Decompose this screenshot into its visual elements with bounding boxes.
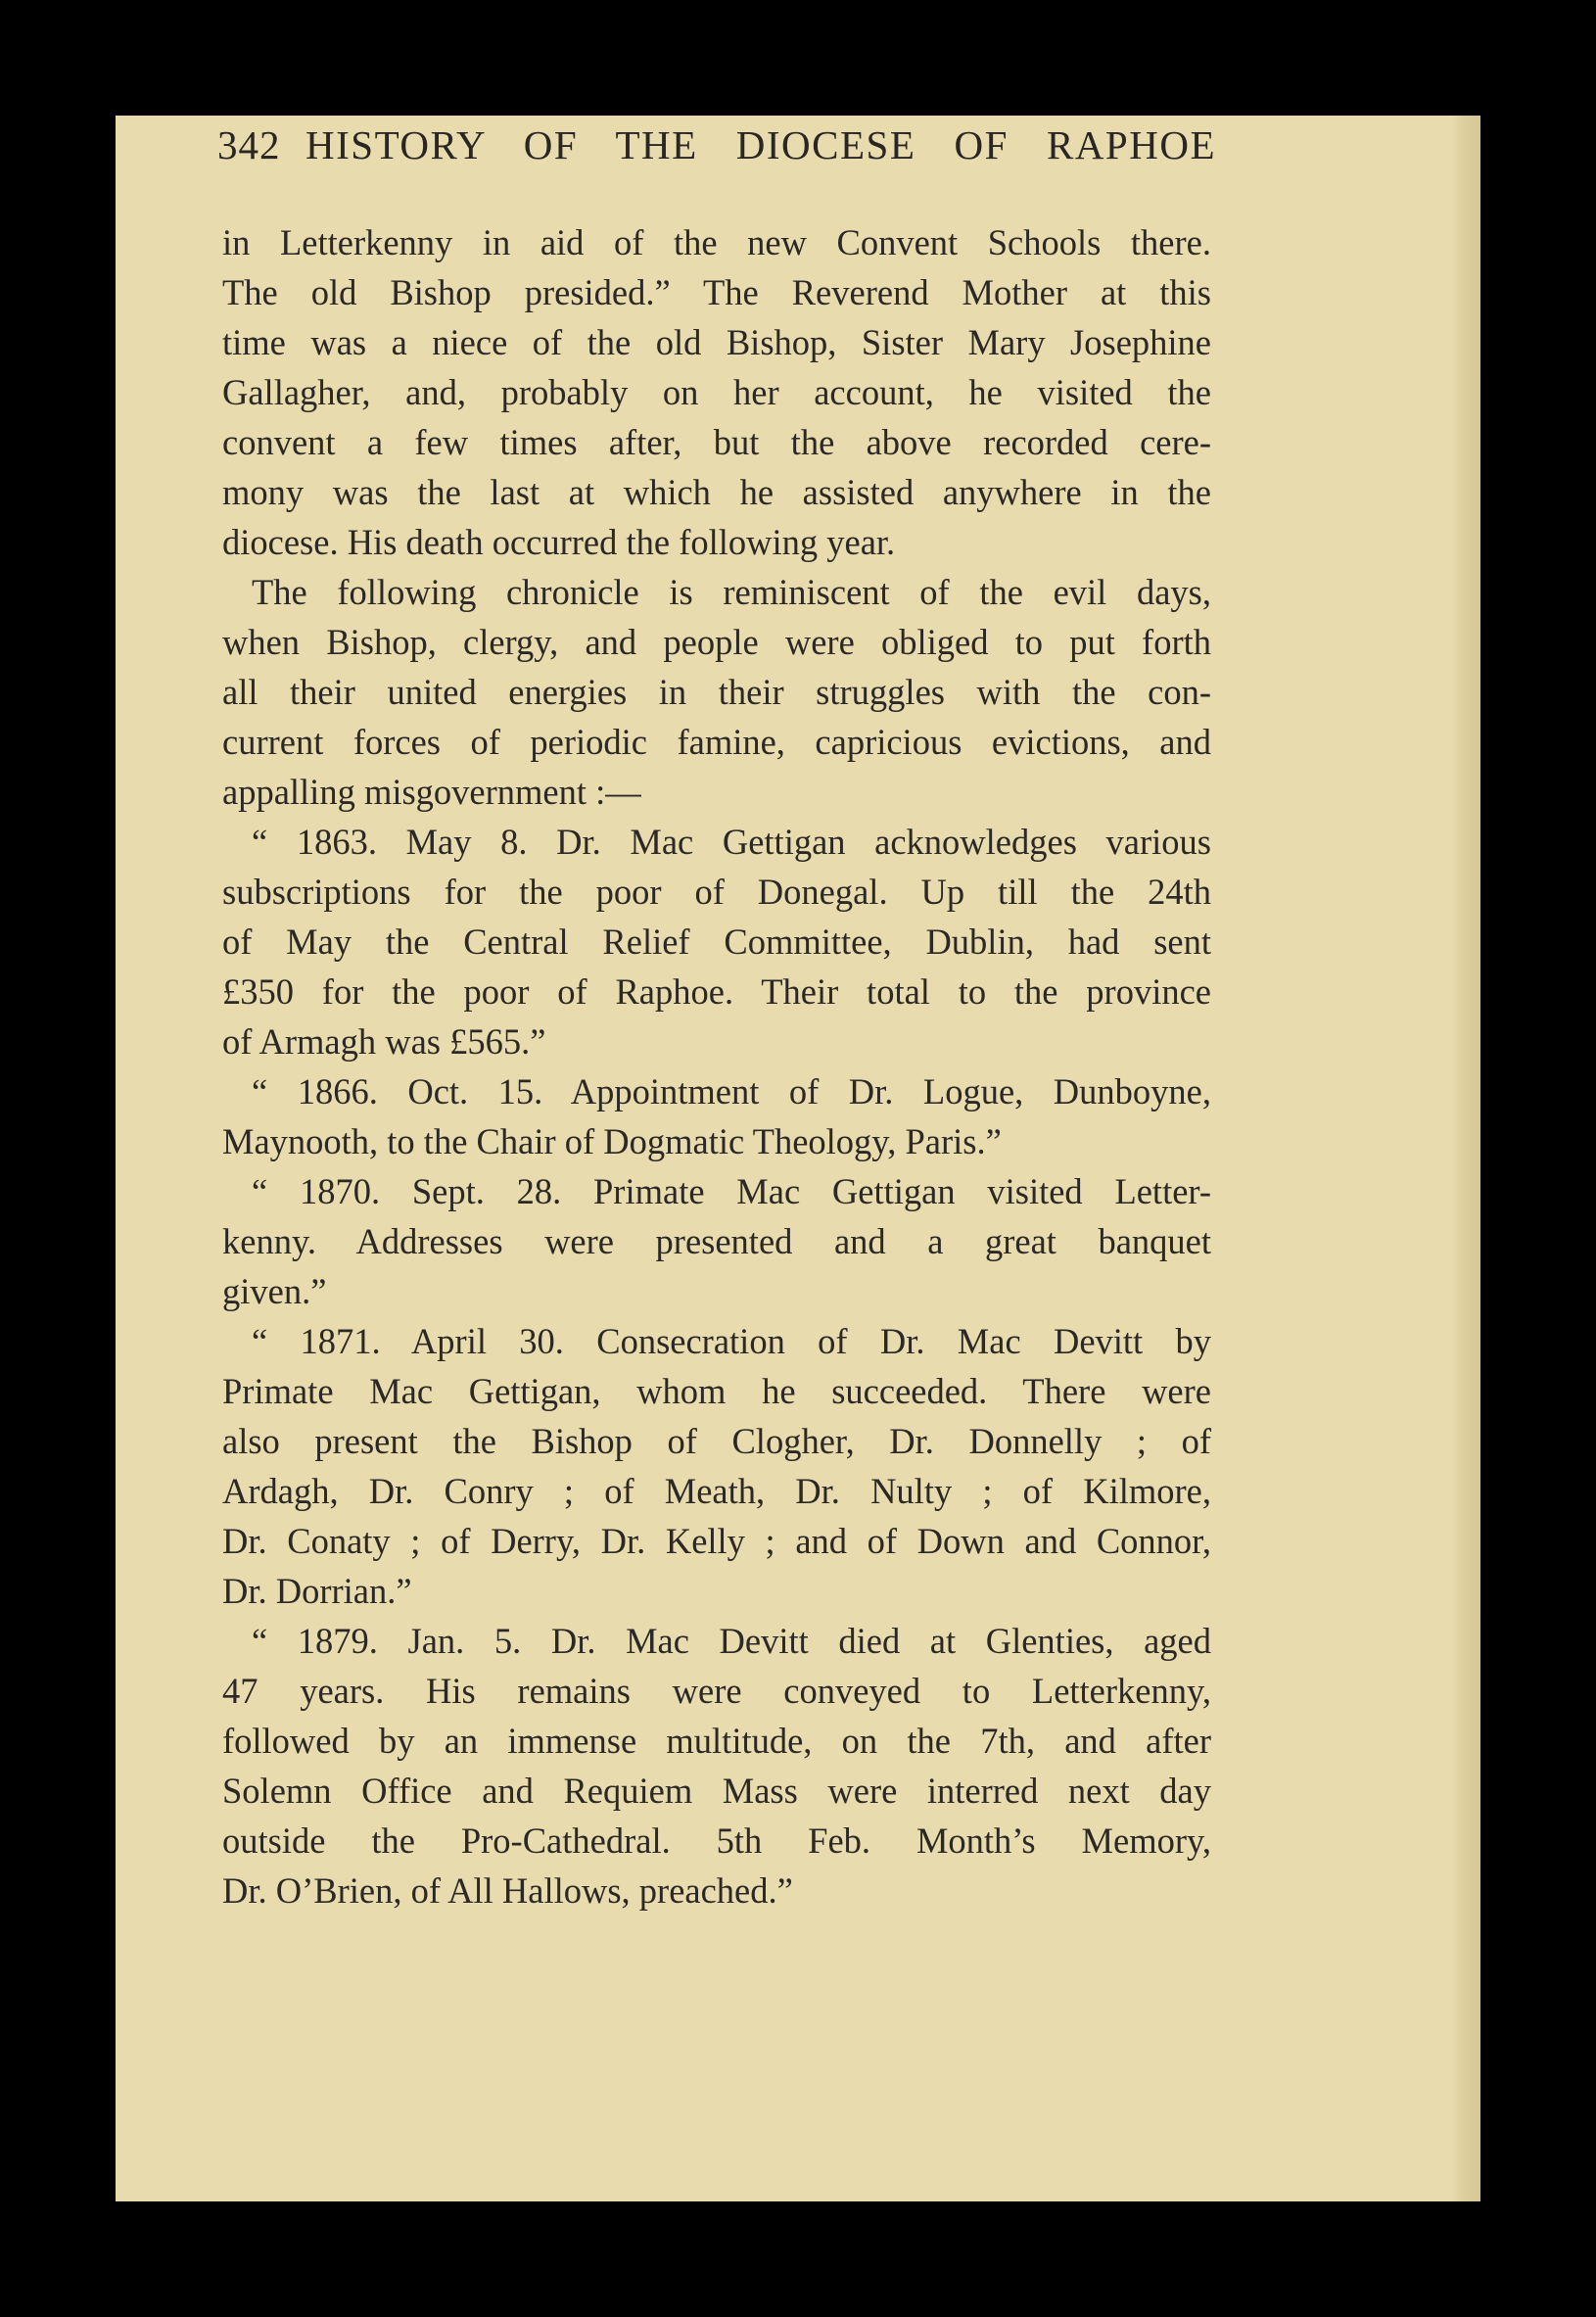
text-line: “ 1871. April 30. Consecration of Dr. Mac Devitt by <box>252 1321 1211 1361</box>
text-line: Solemn Office and Requiem Mass were interred next day <box>222 1771 1211 1811</box>
text-line: kenny. Addresses were presented and a great banquet <box>222 1221 1211 1261</box>
text-line: time was a niece of the old Bishop, Sister Mary Josephine <box>222 322 1211 362</box>
text-line: “ 1863. May 8. Dr. Mac Gettigan acknowledges various <box>252 822 1211 862</box>
text-line: The old Bishop presided.” The Reverend Mother at this <box>222 272 1211 312</box>
text-line: The following chronicle is reminiscent of the evil days, <box>252 572 1211 612</box>
text-line: “ 1870. Sept. 28. Primate Mac Gettigan visited Letter- <box>252 1171 1211 1211</box>
text-line: Dr. Dorrian.” <box>222 1571 412 1611</box>
text-line: Ardagh, Dr. Conry ; of Meath, Dr. Nulty ; of Kilmore, <box>222 1471 1211 1511</box>
running-title: HISTORY OF THE DIOCESE OF RAPHOE <box>305 122 1216 167</box>
text-line: all their united energies in their struggles with the con- <box>222 672 1211 712</box>
text-line: of May the Central Relief Committee, Dublin, had sent <box>222 922 1211 962</box>
text-line: convent a few times after, but the above recorded cere- <box>222 422 1211 462</box>
text-line: 47 years. His remains were conveyed to Letterkenny, <box>222 1671 1211 1711</box>
text-line: outside the Pro-Cathedral. 5th Feb. Month’s Memory, <box>222 1820 1211 1861</box>
text-line: when Bishop, clergy, and people were obliged to put forth <box>222 622 1211 662</box>
text-line: mony was the last at which he assisted anywhere in the <box>222 472 1211 512</box>
text-line: also present the Bishop of Clogher, Dr. Donnelly ; of <box>222 1421 1211 1461</box>
text-line: £350 for the poor of Raphoe. Their total to the province <box>222 971 1211 1012</box>
text-line: Primate Mac Gettigan, whom he succeeded. There were <box>222 1371 1211 1411</box>
text-line: Gallagher, and, probably on her account, he visited the <box>222 372 1211 412</box>
body-text <box>222 217 1211 1915</box>
page-number: 342 <box>217 122 281 167</box>
text-line: “ 1866. Oct. 15. Appointment of Dr. Logue, Dunboyne, <box>252 1071 1211 1111</box>
text-line: Dr. O’Brien, of All Hallows, preached.” <box>222 1870 793 1911</box>
page-edge <box>1451 116 1480 2201</box>
text-line: subscriptions for the poor of Donegal. Up till the 24th <box>222 872 1211 912</box>
text-line: Maynooth, to the Chair of Dogmatic Theology, Paris.” <box>222 1121 1002 1161</box>
text-line: “ 1879. Jan. 5. Dr. Mac Devitt died at Glenties, aged <box>252 1621 1211 1661</box>
text-line: Dr. Conaty ; of Derry, Dr. Kelly ; and of Down and Connor, <box>222 1521 1211 1561</box>
text-line: in Letterkenny in aid of the new Convent Schools there. <box>222 222 1211 262</box>
text-line: diocese. His death occurred the following year. <box>222 522 896 562</box>
text-line: appalling misgovernment :— <box>222 772 641 812</box>
text-line: followed by an immense multitude, on the 7th, and after <box>222 1721 1211 1761</box>
text-line: given.” <box>222 1271 327 1311</box>
page-header <box>217 121 1216 180</box>
text-line: of Armagh was £565.” <box>222 1021 546 1062</box>
text-line: current forces of periodic famine, capricious evictions, and <box>222 722 1211 762</box>
